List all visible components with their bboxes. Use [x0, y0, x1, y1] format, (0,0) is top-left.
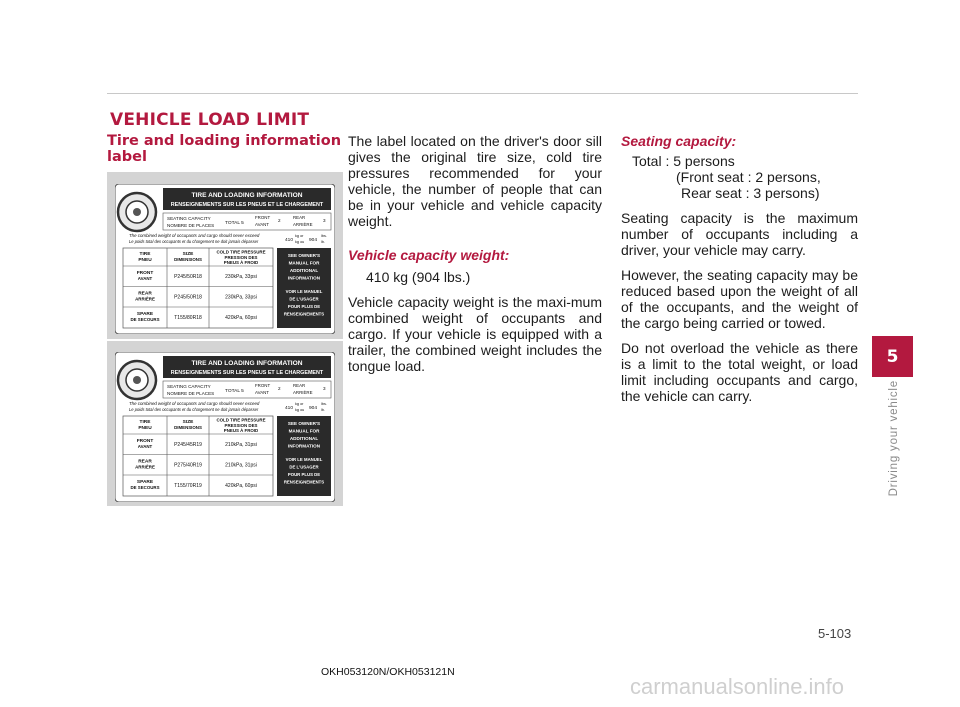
tire-row-pressure: 420kPa, 60psi	[225, 315, 257, 321]
col-tire-label-fr: PNEU	[138, 426, 152, 431]
col-size-label: SIZE	[182, 252, 194, 257]
subsection-title: Tire and loading information label	[107, 133, 342, 165]
placard-seating-label-fr: NOMBRE DE PLACES	[167, 391, 215, 396]
placard-weight-lbs: 904	[309, 406, 318, 411]
tire-row-position: SPARE	[136, 480, 154, 485]
col-pressure-label-fr-1: PRESSION DES	[224, 423, 258, 428]
seating-heading: Seating capacity:	[621, 133, 737, 149]
seating-rear: Rear seat : 3 persons)	[681, 185, 820, 201]
placard-weight-lbs-units-2: lb.	[321, 408, 326, 412]
tire-row-position-fr: DE SECOURS	[130, 485, 160, 490]
placard-weight-note-fr: Le poids total des occupants et du chargement ne doit jamais dépasser	[129, 239, 259, 244]
placard-weight-kg: 410	[285, 238, 294, 243]
placard-header-fr: RENSEIGNEMENTS SUR LES PNEUS ET LE CHARGEMENT	[170, 202, 324, 208]
manual-text-fr: POUR PLUS DE	[287, 472, 321, 477]
seating-front: (Front seat : 2 persons,	[676, 169, 821, 185]
tire-row-position-fr: AVANT	[137, 444, 153, 449]
chapter-label-text: Driving your vehicle	[888, 380, 900, 497]
tire-row-pressure: 230kPa, 33psi	[225, 274, 257, 280]
capacity-description: Vehicle capacity weight is the maxi-mum combined weight of occupants and cargo. If your vehicle is equipped with a trailer, the combined weight includes the tongue load.	[348, 294, 602, 374]
figure-caption: OKH053120N/OKH053121N	[318, 665, 458, 679]
seating-paragraph-1: Seating capacity is the maximum number of occupants including a driver, your vehicle may carry.	[621, 210, 858, 258]
seating-paragraph-3: Do not overload the vehicle as there is a limit to the total weight, or load limit including occupants and cargo, the vehicle can carry.	[621, 340, 858, 404]
tire-row-pressure: 420kPa, 60psi	[225, 483, 257, 489]
col-size-label: SIZE	[182, 420, 194, 425]
placard-weight-note-en: The combined weight of occupants and cargo should never exceed	[129, 233, 260, 238]
manual-text-fr: VOIR LE MANUEL	[285, 457, 323, 462]
manual-text-en: SEE OWNER'S	[287, 253, 321, 258]
manual-text-fr: DE L'USAGER	[289, 464, 319, 470]
placard-rear-count: 3	[323, 386, 326, 391]
manual-text-fr: VOIR LE MANUEL	[285, 289, 323, 294]
col-tire-label-fr: PNEU	[138, 258, 152, 263]
placard-header-en: TIRE AND LOADING INFORMATION	[191, 360, 303, 367]
tire-row-size: P245/50R18	[174, 294, 202, 301]
tire-row-position: FRONT	[136, 439, 154, 444]
placard-rear-fr: ARRIÈRE	[293, 222, 313, 227]
placard-weight-lbs-units-1: lbs.	[321, 402, 327, 406]
manual-text-en: ADDITIONAL	[289, 436, 319, 441]
placard-front-fr: AVANT	[255, 390, 269, 395]
placard-weight-units-2: kg ou	[295, 240, 305, 244]
placard-weight-note-en: The combined weight of occupants and cargo should never exceed	[129, 401, 260, 406]
placard-front-fr: AVANT	[255, 222, 269, 227]
tire-row-size: P245/50R18	[174, 274, 202, 280]
manual-text-en: INFORMATION	[287, 275, 321, 281]
placard-seating-label: SEATING CAPACITY	[167, 216, 211, 221]
col-pressure-label-fr-2: PNEUS À FROID	[223, 260, 259, 265]
placard-weight-lbs-units-2: lb.	[321, 240, 326, 244]
tire-row-position-fr: AVANT	[137, 276, 153, 281]
tire-row-position: SPARE	[136, 312, 154, 317]
seating-total: Total : 5 persons	[632, 153, 735, 169]
placard-total: TOTAL 5	[225, 389, 244, 394]
manual-text-fr: RENSEIGNEMENTS	[283, 311, 325, 317]
col-size-label-fr: DIMENSIONS	[174, 257, 202, 262]
page-number: 5-103	[818, 626, 852, 641]
tire-icon	[118, 361, 156, 399]
manual-text-en: SEE OWNER'S	[287, 421, 321, 426]
placard-weight-units-1: kg or	[295, 234, 304, 238]
placard-seating-label: SEATING CAPACITY	[167, 384, 211, 389]
tire-row-pressure: 230kPa, 33psi	[225, 294, 257, 301]
tire-placard-1	[115, 184, 335, 334]
tire-row-size: T155/70R19	[174, 483, 202, 489]
placard-total: TOTAL 5	[225, 221, 244, 226]
placard-front-count: 2	[278, 218, 281, 223]
seating-breakdown	[621, 153, 858, 201]
column-vehicle-capacity	[348, 133, 602, 383]
placard-weight-units-2: kg ou	[295, 408, 305, 412]
placard-front: FRONT	[255, 215, 271, 220]
col-pressure-label: COLD TIRE PRESSURE	[216, 249, 266, 255]
manual-text-fr: POUR PLUS DE	[287, 304, 321, 309]
tire-row-position-fr: DE SECOURS	[130, 317, 160, 322]
tire-row-position: REAR	[138, 291, 152, 297]
tire-row-size: P275/40R19	[174, 462, 202, 469]
tire-row-position-fr: ARRIÈRE	[135, 296, 155, 302]
tire-row-pressure: 210kPa, 31psi	[225, 442, 257, 448]
tire-hub	[133, 208, 141, 216]
placard-rear-fr: ARRIÈRE	[293, 390, 313, 395]
placard-seating-label-fr: NOMBRE DE PLACES	[167, 223, 215, 228]
capacity-heading: Vehicle capacity weight:	[348, 247, 510, 263]
placard-weight-units-1: kg or	[295, 402, 304, 406]
header-rule	[107, 93, 858, 94]
col-pressure-label-fr-2: PNEUS À FROID	[223, 428, 259, 433]
tire-row-pressure: 210kPa, 31psi	[225, 462, 257, 469]
placard-rear: REAR	[293, 383, 306, 388]
placard-weight-kg: 410	[285, 406, 294, 411]
tire-row-position-fr: ARRIÈRE	[135, 464, 155, 470]
figure-divider	[107, 339, 343, 341]
placard-rear-count: 3	[323, 218, 326, 223]
placard-front-count: 2	[278, 386, 281, 391]
col-size-label-fr: DIMENSIONS	[174, 425, 202, 430]
tire-hub	[133, 376, 141, 384]
manual-text-en: MANUAL FOR	[288, 428, 320, 434]
watermark-text: carmanualsonline.info	[630, 674, 845, 699]
placard-header-en: TIRE AND LOADING INFORMATION	[191, 192, 303, 199]
placard-front: FRONT	[255, 383, 271, 388]
manual-text-en: MANUAL FOR	[288, 260, 320, 266]
placard-weight-lbs-units-1: lbs.	[321, 234, 327, 238]
placard-weight-note-fr: Le poids total des occupants et du chargement ne doit jamais dépasser	[129, 407, 259, 412]
col-pressure-label: COLD TIRE PRESSURE	[216, 417, 266, 423]
manual-text-fr: RENSEIGNEMENTS	[283, 479, 325, 485]
chapter-tab: 5	[872, 336, 913, 377]
tire-placard-2	[115, 352, 335, 502]
capacity-value: 410 kg (904 lbs.)	[366, 269, 471, 285]
column-seating-capacity	[621, 133, 858, 413]
col-pressure-label-fr-1: PRESSION DES	[224, 255, 258, 260]
tire-row-position: FRONT	[136, 271, 154, 276]
placard-rear: REAR	[293, 215, 306, 220]
manual-text-fr: DE L'USAGER	[289, 296, 319, 302]
tire-row-size: P245/45R19	[174, 442, 202, 448]
manual-text-en: INFORMATION	[287, 443, 321, 449]
section-title: VEHICLE LOAD LIMIT	[110, 110, 310, 130]
col-tire-label: TIRE	[139, 252, 151, 257]
tire-row-size: T155/80R18	[174, 315, 202, 321]
tire-icon	[118, 193, 156, 231]
placard-weight-lbs: 904	[309, 238, 318, 243]
col-tire-label: TIRE	[139, 420, 151, 425]
intro-paragraph: The label located on the driver's door sill gives the original tire size, cold tire pressures recommended for your vehicle, the number of people that can be in your vehicle and vehicle capacity weight.	[348, 133, 602, 229]
seating-paragraph-2: However, the seating capacity may be reduced based upon the weight of all of the occupants, and the weight of the cargo being carried or towed.	[621, 267, 858, 331]
placard-header-fr: RENSEIGNEMENTS SUR LES PNEUS ET LE CHARGEMENT	[170, 370, 324, 376]
chapter-label	[888, 380, 902, 510]
tire-row-position: REAR	[138, 459, 152, 465]
manual-text-en: ADDITIONAL	[289, 268, 319, 273]
